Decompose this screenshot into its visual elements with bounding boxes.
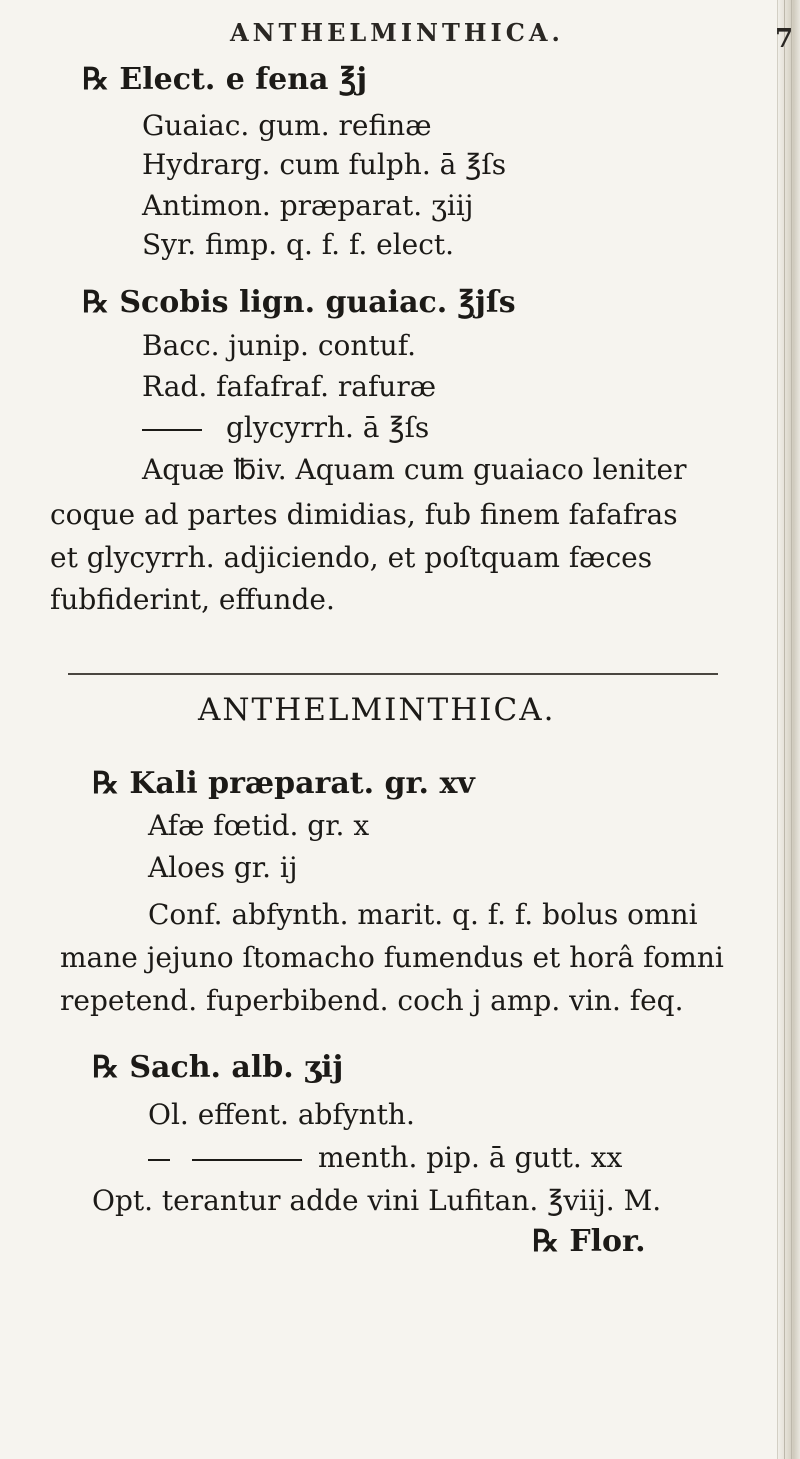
recipe-line: Syr. fimp. q. f. f. elect. [142,228,455,261]
ditto-dash [142,429,202,431]
recipe-line: Hydrarg. cum fulph. ā ℥ſs [142,148,507,181]
recipe-line: coque ad partes dimidias, fub finem fafafras [50,498,678,531]
recipe-line: ℞ Scobis lign. guaiac. ℥jſs [82,285,516,320]
ditto-dash [148,1159,170,1161]
section-heading: ANTHELMINTHICA. [198,692,556,728]
recipe-line: glycyrrh. ā ℥ſs [142,410,429,446]
recipe-line: Opt. terantur adde vini Lufitan. ℥viij. M. [92,1184,662,1217]
recipe-line: Ol. effent. abfynth. [148,1098,415,1131]
recipe-line: repetend. fuperbibend. coch j amp. vin. feq. [60,984,684,1017]
ditto-dash [192,1159,302,1161]
recipe-line: ℞ Kali præparat. gr. xv [92,766,475,801]
recipe-line: Afæ fœtid. gr. x [148,809,370,842]
recipe-line: Aquæ ℔iv. Aquam cum guaiaco leniter [142,453,687,486]
recipe-line: menth. pip. ā gutt. xx [148,1140,622,1176]
page-number: 7 [775,24,794,54]
recipe-line: Guaiac. gum. refinæ [142,109,432,142]
recipe-line: Antimon. præparat. ʒiij [142,189,474,222]
section-rule [68,673,718,675]
recipe-line: Rad. fafafraf. rafuræ [142,370,437,403]
page-edge [777,0,800,1459]
recipe-line: mane jejuno ſtomacho fumendus et horâ fomni [60,941,724,974]
recipe-line: Bacc. junip. contuf. [142,329,416,362]
running-head: ANTHELMINTHICA. [230,18,564,47]
recipe-line: ℞ Sach. alb. ʒij [92,1050,344,1085]
recipe-line: Conf. abfynth. marit. q. f. f. bolus omni [148,898,698,931]
recipe-line: ℞ Flor. [532,1224,646,1259]
recipe-line: ℞ Elect. e fena ℥j [82,62,368,97]
recipe-line: fubfiderint, effunde. [50,583,335,616]
recipe-line: et glycyrrh. adjiciendo, et poſtquam fæces [50,541,653,574]
recipe-line: Aloes gr. ij [148,851,298,884]
